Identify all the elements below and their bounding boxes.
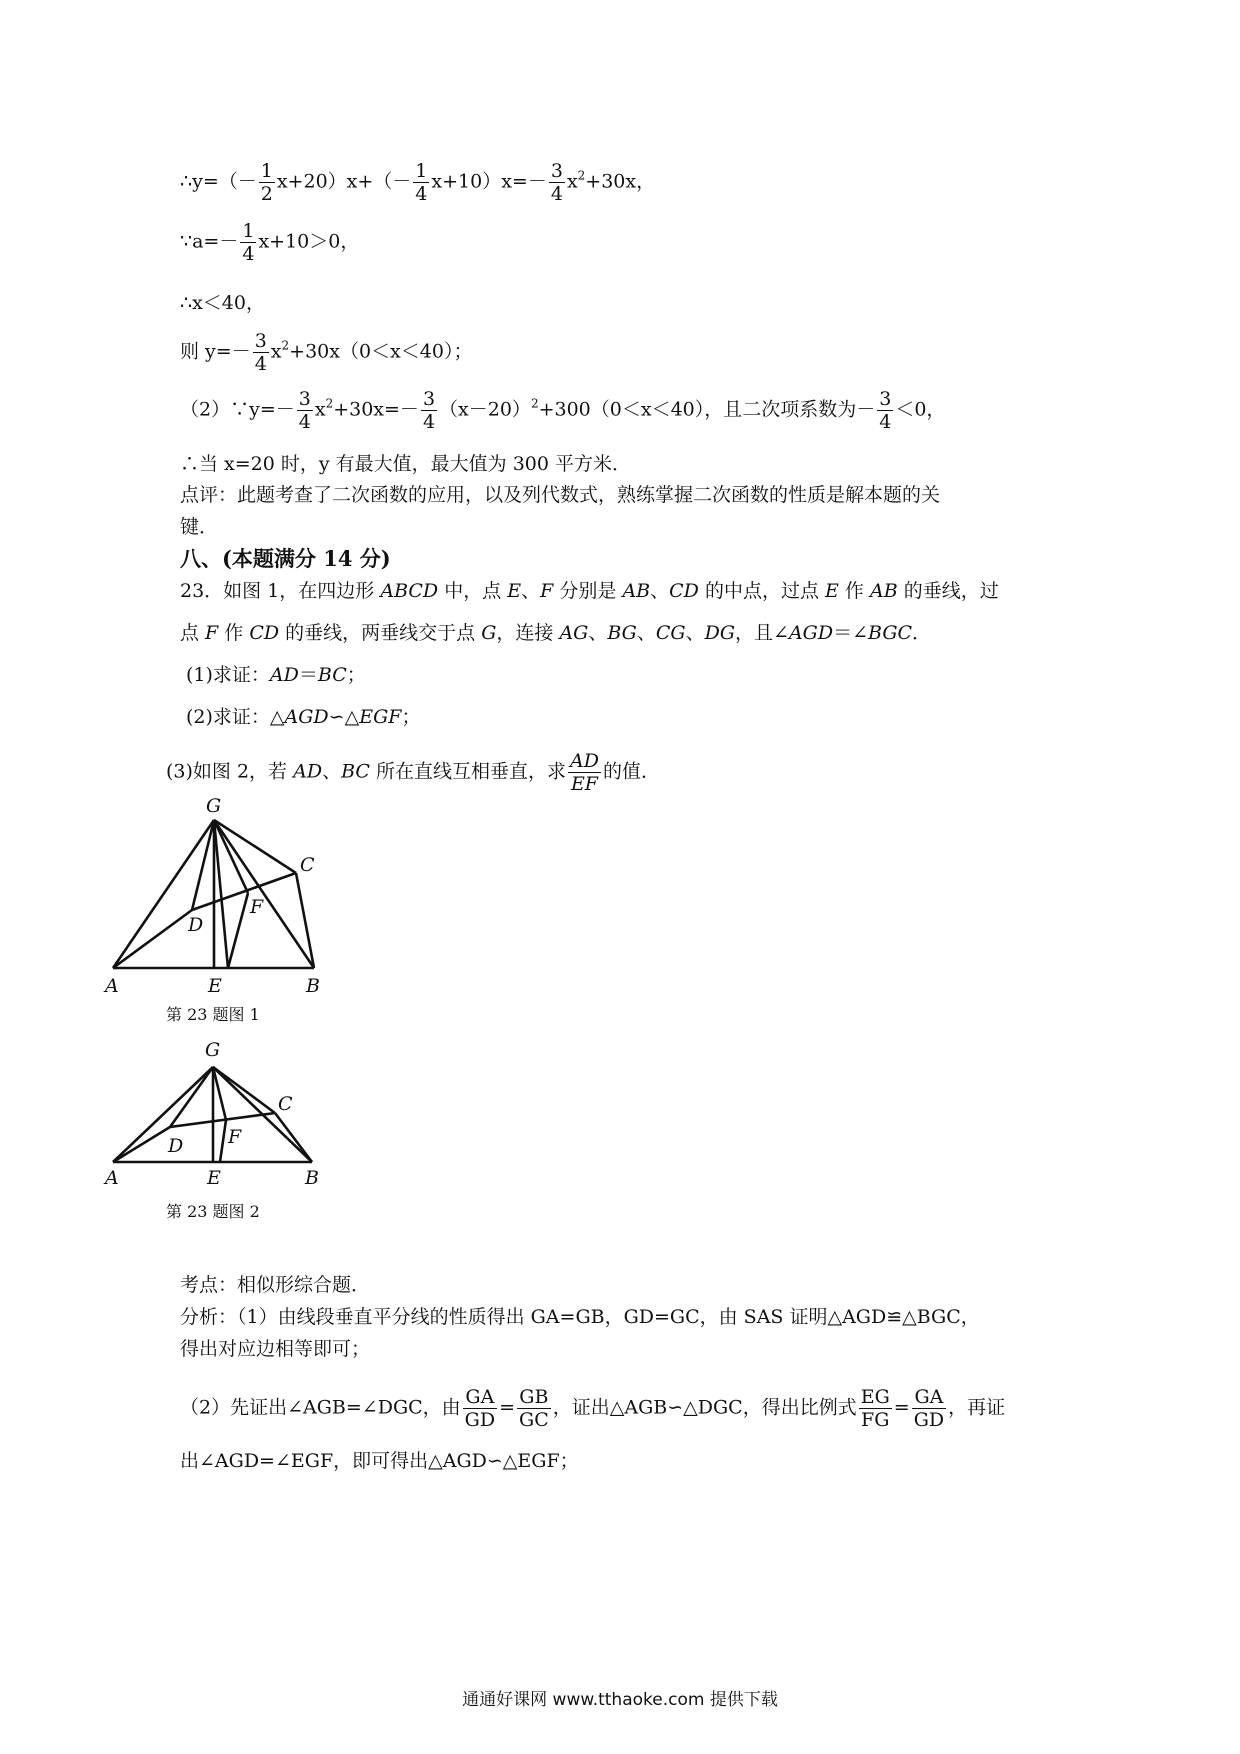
inequality-x (180, 290, 265, 316)
text: x (270, 340, 282, 363)
text: x (314, 398, 326, 421)
label-a: A (105, 1167, 119, 1185)
text: x+20）x+（－ (276, 170, 412, 193)
analysis-line-1: 分析：（1）由线段垂直平分线的性质得出 GA=GB，GD=GC，由 SAS 证明△AGD≌△BGC， (180, 1306, 980, 1328)
label-f: F (250, 896, 264, 918)
figure-1-caption: 第 23 题图 1 (166, 1005, 260, 1024)
segment-ad (113, 910, 192, 968)
label-f: F (228, 1126, 242, 1148)
fraction-ga-gd: $\frac{GA}{GD}$ (464, 1386, 496, 1431)
text: x+10＞0， (258, 230, 360, 253)
fraction-gb-gc: $\frac{GB}{GC}$ (519, 1386, 549, 1431)
analysis-line-4: 出∠AGD=∠EGF，即可得出△AGD∽△EGF； (180, 1450, 579, 1472)
text: +30x（0＜x＜40）； (289, 340, 473, 363)
label-c: C (300, 854, 315, 876)
exponent: 2 (281, 338, 290, 353)
section-heading: 八、(本题满分 14 分) (180, 546, 391, 571)
label-c: C (278, 1093, 293, 1115)
text: （2）∵y=－ (180, 398, 295, 421)
part-3: (3)如图 2，若 AD、BC 所在直线互相垂直，求 $\frac{AD}{EF}$ 的值． (166, 750, 660, 795)
fraction-ad-ef: $\frac{AD}{EF}$ (569, 750, 599, 795)
fraction-quarter: $\frac{1}{4}$ (415, 160, 428, 205)
exponent: 2 (530, 396, 539, 411)
label-a: A (105, 975, 119, 995)
figure-2-caption: 第 23 题图 2 (166, 1202, 260, 1221)
segment-gd (170, 1067, 213, 1127)
analysis-line-3: （2）先证出∠AGB=∠DGC，由 $\frac{GA}{GD}$ = $\frac{GB}{GC}$ ，证出△AGB∽△DGC，得出比例式 $\frac{EG}{FG}$ = $\frac{GA}{GD}$ ，再证 (180, 1386, 1006, 1431)
text: +300（0＜x＜40），且二次项系数为－ (538, 398, 876, 421)
equation-y (180, 160, 655, 205)
text: ∵a=－ (180, 230, 239, 253)
equation-y-domain (180, 330, 472, 375)
label-g: G (206, 795, 222, 817)
segment-ag (113, 820, 214, 968)
fraction-eg-fg: $\frac{EG}{FG}$ (860, 1386, 890, 1431)
comment-line-1: 点评：此题考查了二次函数的应用，以及列代数式，熟练掌握二次函数的性质是解本题的关 (180, 484, 941, 506)
question-23-line-1: 23．如图 1，在四边形 ABCD 中，点 E、F 分别是 AB、CD 的中点，过点 E 作 AB 的垂线，过 (180, 580, 999, 602)
fraction-three-quarters: $\frac{3}{4}$ (879, 388, 892, 433)
text: x+10）x=－ (431, 170, 547, 193)
exponent: 2 (577, 168, 586, 183)
text: x (566, 170, 578, 193)
text: （x－20） (439, 398, 531, 421)
label-e: E (207, 1167, 221, 1185)
fraction-ga-gd: $\frac{GA}{GD}$ (913, 1386, 945, 1431)
comment-line-2: 键． (180, 516, 219, 538)
text: 则 y=－ (180, 340, 251, 363)
text: ∴x＜40， (180, 292, 265, 314)
label-d: D (168, 1135, 184, 1157)
text: +30x， (585, 170, 656, 193)
segment-cb (275, 1113, 312, 1162)
figure-2 (100, 1035, 360, 1185)
key-point: 考点：相似形综合题． (180, 1274, 371, 1296)
segment-dc (170, 1113, 275, 1127)
footer: 通通好课网 www.tthaoke.com 提供下载 (462, 1690, 778, 1710)
equation-vertex-form (180, 388, 945, 433)
segment-ad (113, 1127, 170, 1162)
part-1: (1)求证：AD＝BC； (186, 664, 366, 686)
fraction-three-quarters: $\frac{3}{4}$ (550, 160, 563, 205)
figure-1 (100, 795, 360, 995)
text: ∴y=（－ (180, 170, 257, 193)
segment-gb-inner (214, 820, 228, 968)
label-b: B (305, 1167, 319, 1185)
label-d: D (188, 914, 204, 936)
equation-a (180, 220, 359, 265)
text: ＜0， (895, 398, 946, 421)
exponent: 2 (325, 396, 334, 411)
analysis-line-2: 得出对应边相等即可； (180, 1338, 371, 1360)
question-23-line-2: 点 F 作 CD 的垂线，两垂线交于点 G，连接 AG、BG、CG、DG，且∠AGD＝∠BGC． (180, 622, 932, 644)
label-g: G (205, 1039, 221, 1061)
label-e: E (208, 975, 222, 995)
text: +30x=－ (333, 398, 419, 421)
fraction-three-quarters: $\frac{3}{4}$ (298, 388, 311, 433)
part-2: (2)求证：△AGD∽△EGF； (186, 706, 421, 728)
segment-gd (192, 820, 214, 910)
segment-ag (113, 1067, 213, 1162)
segment-inner (220, 1120, 226, 1162)
fraction-quarter: $\frac{1}{4}$ (242, 220, 255, 265)
segment-inner (228, 893, 248, 968)
fraction-half: $\frac{1}{2}$ (260, 160, 273, 205)
label-b: B (306, 975, 320, 995)
max-value-statement: ∴当 x=20 时，y 有最大值，最大值为 300 平方米． (180, 453, 632, 475)
fraction-three-quarters: $\frac{3}{4}$ (254, 330, 267, 375)
fraction-three-quarters: $\frac{3}{4}$ (422, 388, 436, 433)
